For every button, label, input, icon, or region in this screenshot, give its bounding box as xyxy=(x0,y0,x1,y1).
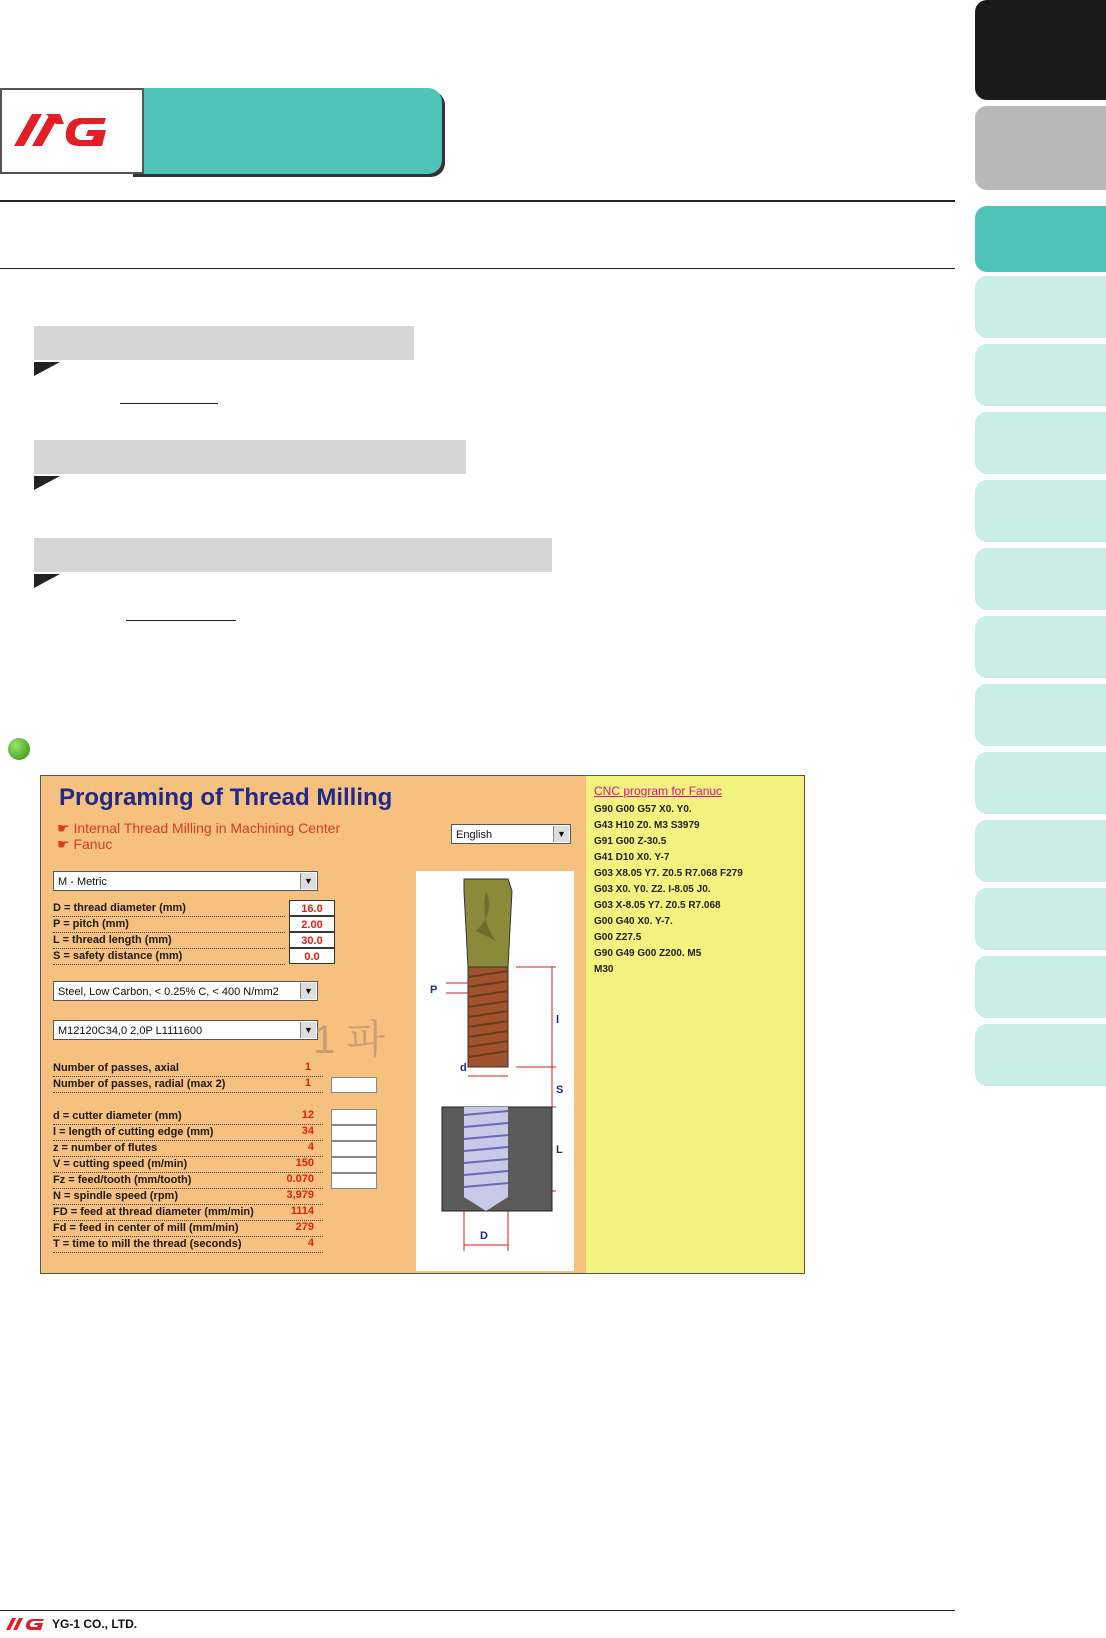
thread-mill-icon xyxy=(416,871,574,1271)
footer-company: YG-1 CO., LTD. xyxy=(52,1617,138,1631)
label-L: L xyxy=(556,1144,563,1156)
language-select[interactable] xyxy=(451,824,571,844)
footer-logo xyxy=(4,1616,48,1637)
cnc-line: G91 G00 Z-30.5 xyxy=(594,836,667,847)
unit-select[interactable] xyxy=(53,871,318,891)
result-value: 1114 xyxy=(290,1205,314,1217)
tool-select[interactable] xyxy=(53,1020,318,1040)
result-value: 3,979 xyxy=(286,1189,314,1201)
company-logo xyxy=(0,88,144,174)
tab-item[interactable] xyxy=(975,548,1106,610)
cnc-line: G43 H10 Z0. M3 S3979 xyxy=(594,820,700,831)
cnc-program-link[interactable]: CNC program for Fanuc xyxy=(594,784,723,798)
divider-top xyxy=(0,200,955,202)
cnc-line: G90 G49 G00 Z200. M5 xyxy=(594,948,702,959)
header-banner xyxy=(130,88,442,174)
tab-active[interactable] xyxy=(975,206,1106,272)
cutter-diameter-input[interactable] xyxy=(331,1109,377,1125)
divider-second xyxy=(0,268,955,269)
chevron-down-icon: ▼ xyxy=(553,826,569,842)
cutting-edge-input[interactable] xyxy=(331,1125,377,1141)
tab-item[interactable] xyxy=(975,684,1106,746)
result-label: l = length of cutting edge (mm) xyxy=(53,1125,323,1141)
section-marker-icon xyxy=(34,362,60,376)
passes-label: Number of passes, axial xyxy=(53,1061,323,1077)
tab-item[interactable] xyxy=(975,344,1106,406)
result-label: d = cutter diameter (mm) xyxy=(53,1109,323,1125)
tab-item[interactable] xyxy=(975,956,1106,1018)
section-bar-2 xyxy=(34,440,466,474)
material-value: Steel, Low Carbon, < 0.25% C, < 400 N/mm2 xyxy=(58,986,279,998)
subtitle-fanuc-text: Fanuc xyxy=(73,836,113,852)
cnc-line: G90 G00 G57 X0. Y0. xyxy=(594,804,692,815)
cnc-line: G03 X0. Y0. Z2. I-8.05 J0. xyxy=(594,884,711,895)
passes-value: 1 xyxy=(304,1077,311,1089)
label-s: S xyxy=(556,1084,564,1096)
language-value: English xyxy=(456,829,493,841)
result-value: 4 xyxy=(307,1141,314,1153)
section-marker-icon xyxy=(34,574,60,588)
cnc-line: G03 X8.05 Y7. Z0.5 R7.068 F279 xyxy=(594,868,743,879)
result-value: 279 xyxy=(295,1221,314,1233)
result-label: FD = feed at thread diameter (mm/min) xyxy=(53,1205,323,1221)
underline-1 xyxy=(120,403,218,404)
result-label: Fd = feed in center of mill (mm/min) xyxy=(53,1221,323,1237)
section-bar-1 xyxy=(34,326,414,360)
cnc-line: M30 xyxy=(594,964,614,975)
safety-distance-input[interactable]: 0.0 xyxy=(289,948,335,964)
result-label: V = cutting speed (m/min) xyxy=(53,1157,323,1173)
chevron-down-icon: ▼ xyxy=(300,1022,316,1038)
footer-divider xyxy=(0,1610,955,1611)
cnc-line: G41 D10 X0. Y-7 xyxy=(594,852,670,863)
tab-item[interactable] xyxy=(975,276,1106,338)
result-label: N = spindle speed (rpm) xyxy=(53,1189,323,1205)
result-label: Fz = feed/tooth (mm/tooth) xyxy=(53,1173,323,1189)
result-label: T = time to mill the thread (seconds) xyxy=(53,1237,323,1253)
cnc-program-panel xyxy=(586,776,804,1273)
result-label: z = number of flutes xyxy=(53,1141,323,1157)
watermark: 1 파 xyxy=(313,1018,385,1062)
section-marker-icon xyxy=(34,476,60,490)
yg-logo-icon xyxy=(2,90,142,172)
thread-diameter-input[interactable]: 16.0 xyxy=(289,900,335,916)
cutting-speed-input[interactable] xyxy=(331,1157,377,1173)
unit-value: M - Metric xyxy=(58,876,107,888)
cnc-line: G00 G40 X0. Y-7. xyxy=(594,916,673,927)
radial-passes-input[interactable] xyxy=(331,1077,377,1093)
tab-item[interactable] xyxy=(975,752,1106,814)
label-l: l xyxy=(556,1014,560,1026)
flutes-input[interactable] xyxy=(331,1141,377,1157)
chevron-down-icon: ▼ xyxy=(300,983,316,999)
input-label: L = thread length (mm) xyxy=(53,933,285,949)
feed-tooth-input[interactable] xyxy=(331,1173,377,1189)
tool-value: M12120C34,0 2,0P L1111600 xyxy=(58,1025,203,1037)
tab-item[interactable] xyxy=(975,888,1106,950)
tab-item[interactable] xyxy=(975,616,1106,678)
pitch-input[interactable]: 2.00 xyxy=(289,916,335,932)
cnc-line: G03 X-8.05 Y7. Z0.5 R7.068 xyxy=(594,900,721,911)
thread-mill-diagram xyxy=(416,871,574,1271)
tab-item[interactable] xyxy=(975,412,1106,474)
section-bar-3 xyxy=(34,538,552,572)
label-d: d xyxy=(460,1062,467,1074)
cnc-line: G00 Z27.5 xyxy=(594,932,642,943)
tab-item[interactable] xyxy=(975,480,1106,542)
result-value: 34 xyxy=(301,1125,314,1137)
input-label: D = thread diameter (mm) xyxy=(53,901,285,917)
material-select[interactable] xyxy=(53,981,318,1001)
subtitle-internal: ☛ Internal Thread Milling in Machining Center xyxy=(57,820,341,836)
app-title: Programing of Thread Milling xyxy=(59,784,393,811)
thread-milling-app xyxy=(40,775,805,1274)
tab-item[interactable] xyxy=(975,1024,1106,1086)
tab-black[interactable] xyxy=(975,0,1106,100)
tab-item[interactable] xyxy=(975,820,1106,882)
green-bullet-icon xyxy=(8,738,30,760)
result-value: 0.070 xyxy=(286,1173,314,1185)
result-value: 12 xyxy=(301,1109,314,1121)
yg-logo-icon xyxy=(4,1616,48,1632)
input-label: P = pitch (mm) xyxy=(53,917,285,933)
input-label: S = safety distance (mm) xyxy=(53,949,285,965)
result-value: 150 xyxy=(295,1157,314,1169)
underline-3 xyxy=(126,620,236,621)
chevron-down-icon: ▼ xyxy=(300,873,316,889)
result-value: 4 xyxy=(307,1237,314,1249)
label-D: D xyxy=(480,1230,488,1242)
tab-gray[interactable] xyxy=(975,106,1106,190)
passes-label: Number of passes, radial (max 2) xyxy=(53,1077,323,1093)
subtitle-fanuc: ☛ Fanuc xyxy=(57,836,113,852)
thread-length-input[interactable]: 30.0 xyxy=(289,932,335,948)
passes-value: 1 xyxy=(304,1061,311,1073)
subtitle-internal-text: Internal Thread Milling in Machining Center xyxy=(73,820,341,836)
label-p: P xyxy=(430,984,438,996)
